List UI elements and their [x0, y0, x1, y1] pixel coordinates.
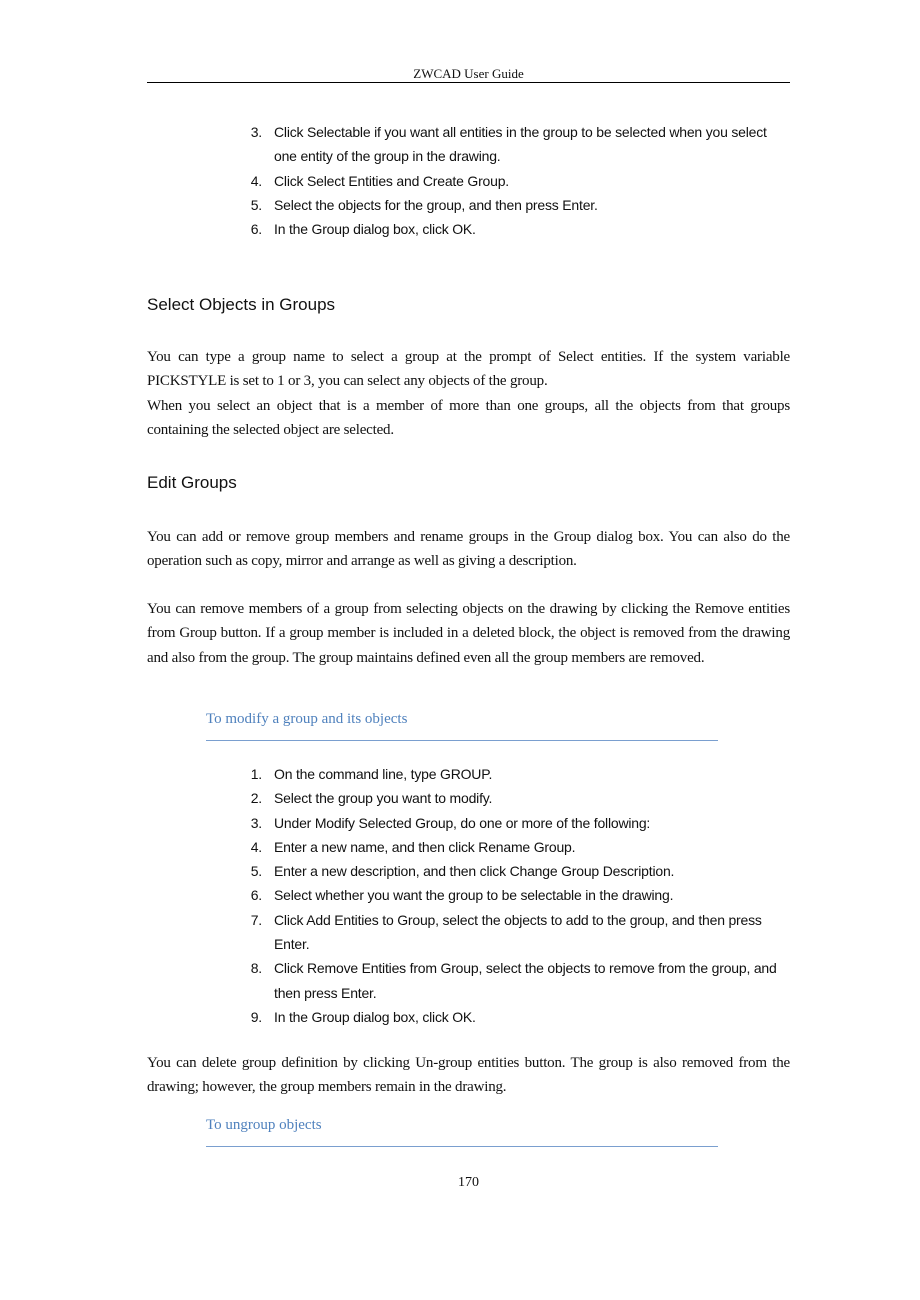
paragraph: You can add or remove group members and rename groups in the Group dialog box. You can also do the operation such as copy, mirror and arrange as well as giving a description. [147, 529, 790, 570]
step-text: Enter a new name, and then click Rename Group. [274, 838, 576, 855]
step-text: In the Group dialog box, click OK. [274, 1008, 476, 1025]
procedure-divider [206, 1146, 718, 1147]
list-item [230, 1005, 790, 1029]
step-text: Click Select Entities and Create Group. [274, 172, 509, 189]
step-number: 3. [250, 814, 262, 831]
step-number: 4. [250, 172, 262, 189]
paragraph [147, 345, 790, 442]
step-number: 2. [250, 790, 262, 807]
step-text: In the Group dialog box, click OK. [274, 221, 476, 238]
step-number: 6. [250, 221, 262, 238]
list-item [230, 169, 790, 193]
steps-list-continued [230, 120, 790, 241]
step-text: Click Add Entities to Group, select the objects to add to the group, and then press Enter. [274, 911, 762, 953]
step-number: 7. [250, 911, 262, 928]
paragraph-text: When you select an object that is a member of more than one groups, all the objects from that groups containing the selected object are selected. [147, 397, 790, 438]
list-item [230, 811, 790, 835]
section-heading-select-objects: Select Objects in Groups [147, 295, 336, 314]
list-item [230, 120, 790, 169]
step-number: 5. [250, 196, 262, 213]
list-item [230, 835, 790, 859]
list-item [230, 908, 790, 957]
step-text: Select the group you want to modify. [274, 790, 493, 807]
step-text: Enter a new description, and then click Change Group Description. [274, 863, 675, 880]
list-item [230, 786, 790, 810]
list-item [230, 217, 790, 241]
step-text: Select whether you want the group to be selectable in the drawing. [274, 887, 674, 904]
step-text: Click Selectable if you want all entities in the group to be selected when you select one entity of the group in the drawing. [274, 124, 767, 165]
step-text: On the command line, type GROUP. [274, 766, 493, 782]
paragraph: You can remove members of a group from selecting objects on the drawing by clicking the Remove entities from Group button. If a group member is included in a deleted block, the object is removed from the drawing and also from the group. The group maintains defined even all the group members are removed. [147, 601, 790, 666]
step-number: 4. [250, 838, 262, 855]
procedure-title-ungroup: To ungroup objects [206, 1117, 322, 1133]
list-item [230, 956, 790, 1005]
page-header-title: ZWCAD User Guide [413, 66, 524, 81]
step-number: 1. [250, 766, 262, 782]
paragraph: You can delete group definition by clicking Un-group entities button. The group is also removed from the drawing; however, the group members remain in the drawing. [147, 1055, 790, 1096]
step-number: 5. [250, 863, 262, 880]
list-item [230, 762, 790, 786]
procedure-title-modify-group: To modify a group and its objects [206, 711, 408, 727]
page-number: 170 [458, 1175, 479, 1190]
step-number: 6. [250, 887, 262, 904]
step-text: Select the objects for the group, and then press Enter. [274, 196, 598, 213]
modify-steps-list [230, 762, 790, 1029]
procedure-divider [206, 740, 718, 741]
header-divider [147, 82, 790, 83]
list-item [230, 193, 790, 217]
paragraph-text: You can type a group name to select a group at the prompt of Select entities. If the system variable PICKSTYLE is set to 1 or 3, you can select any objects of the group. [147, 349, 790, 390]
step-number: 9. [250, 1008, 262, 1025]
step-text: Click Remove Entities from Group, select the objects to remove from the group, and then press Enter. [274, 960, 777, 1001]
section-heading-edit-groups: Edit Groups [147, 473, 237, 492]
step-number: 8. [250, 960, 262, 977]
list-item [230, 883, 790, 907]
list-item [230, 859, 790, 883]
step-number: 3. [250, 124, 262, 140]
step-text: Under Modify Selected Group, do one or more of the following: [274, 814, 651, 831]
